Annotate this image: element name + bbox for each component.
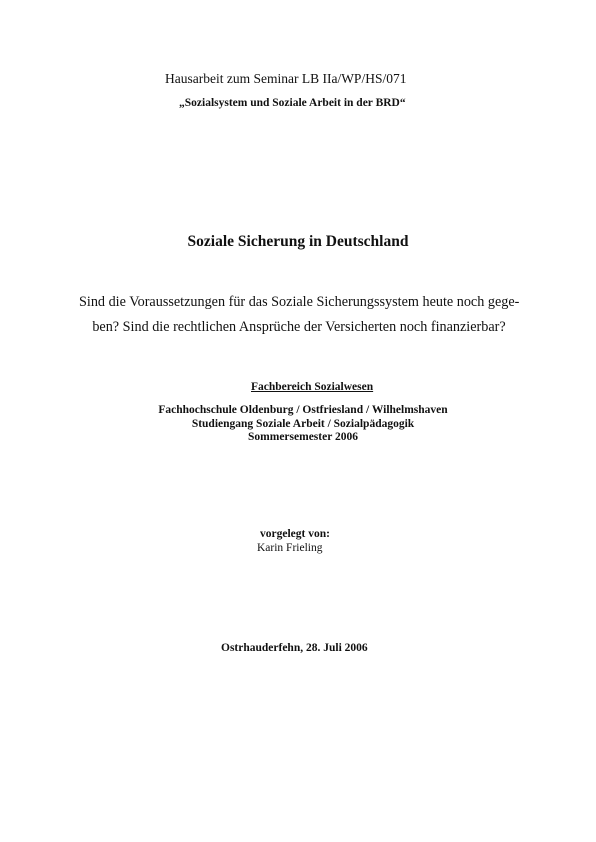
research-question-line-2: ben? Sind die rechtlichen Ansprüche der Versicherten noch finanzierbar? — [92, 319, 506, 335]
seminar-topic: „Sozialsystem und Soziale Arbeit in der BRD“ — [179, 97, 406, 109]
semester: Sommersemester 2006 — [248, 431, 358, 443]
research-question-line-1: Sind die Voraussetzungen für das Soziale Sicherungssystem heute noch gege- — [79, 294, 520, 310]
author-name: Karin Frieling — [257, 542, 323, 554]
document-title: Soziale Sicherung in Deutschland — [187, 233, 409, 250]
department: Fachbereich Sozialwesen — [251, 381, 374, 393]
university-name: Fachhochschule Oldenburg / Ostfriesland / Wilhelmshaven — [158, 404, 448, 416]
place-and-date: Ostrhauderfehn, 28. Juli 2006 — [221, 642, 368, 654]
research-question — [79, 290, 519, 340]
institution-block — [150, 404, 456, 445]
study-program: Studiengang Soziale Arbeit / Sozialpädagogik — [191, 417, 415, 430]
submitted-by-label: vorgelegt von: — [260, 528, 330, 540]
seminar-reference: Hausarbeit zum Seminar LB IIa/WP/HS/071 — [165, 71, 407, 86]
